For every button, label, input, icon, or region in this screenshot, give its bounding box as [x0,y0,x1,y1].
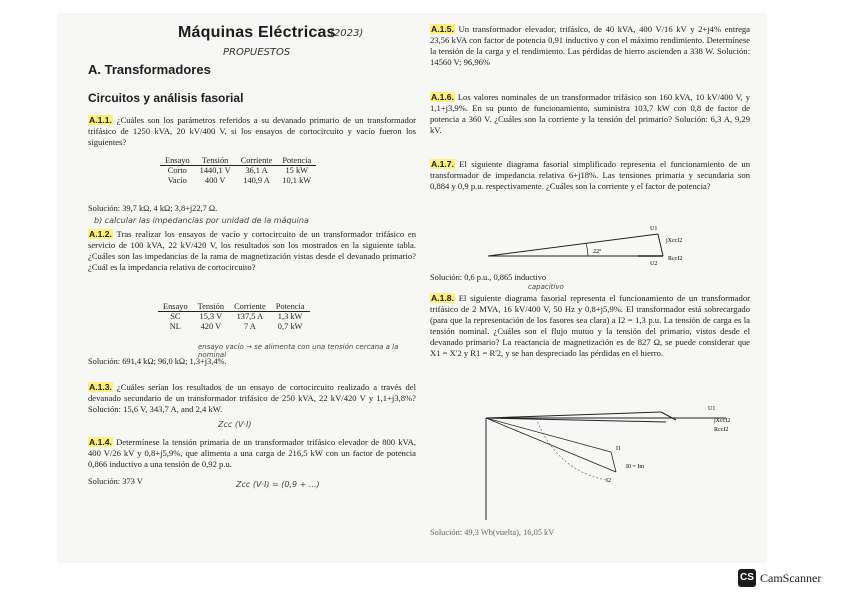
phasor-drop-line [658,234,663,256]
label-i1: I1 [616,446,621,452]
label-jxcc: jXccI2 [666,238,683,244]
problem-text-a16: Los valores nominales de un transformador trifásico son 160 kVA, 10 kV/400 V, y 1,1+j3,9%. En su punto de funcionamiento, suministra 103,7 kW con 0,8 de factor de potencia a 360 V. ¿Cuáles son la corriente y la tensión del primario? Solución: 6,3 A, 9,29 kV. [430,92,750,135]
solution-a17: Solución: 0,6 p.u., 0,865 inductivo [430,273,547,282]
angle-label: 22° [593,249,602,255]
scanned-page [58,14,766,562]
angle-arc [586,243,588,256]
phasor-u2-line [486,418,666,422]
table-cell: NL [169,322,181,331]
problem-label-a17: A.1.7. [431,159,454,169]
table-cell: 15,3 V [199,312,223,321]
problem-label-a11: A.1.1. [89,115,112,125]
table-cell: 140,9 A [243,176,270,185]
problem-label-a13: A.1.3. [89,382,112,392]
table-row [158,322,310,332]
problem-a17 [430,159,750,192]
table-header: Corriente [236,156,278,166]
label-u1: U1 [650,226,658,232]
phasor-u1-line [486,412,661,418]
table-cell: 420 V [200,322,222,331]
table-cell: SC [170,312,181,321]
table-cell: 10,1 kW [282,176,312,185]
camscanner-logo-icon: CS [738,569,756,587]
problem-label-a14: A.1.4. [89,437,112,447]
problem-a16 [430,92,750,136]
problem-a18 [430,293,750,359]
handwritten-note-a11: b) calcular las impedancias por unidad de la máquina [94,216,309,225]
problem-text-a17: El siguiente diagrama fasorial simplificado representa el funcionamiento de un transformador de impedancia relativa 6+j18%. Las tensiones primaria y secundaria son 0,884 y 0,9 p.u. respectivamente. ¿Cuáles son la corriente y el factor de potencia? [430,159,750,191]
problem-a13 [88,382,416,415]
solution-a11: Solución: 39,7 kΩ, 4 kΩ; 3,8+j22,7 Ω. [88,204,218,213]
table-cell: 0,7 kW [277,322,303,331]
table-cell: 400 V [204,176,226,185]
table-cell: Corto [167,166,187,175]
phasor-drop-line [661,412,676,420]
table-header: Potencia [277,156,316,166]
solution-a14: Solución: 373 V [88,477,143,486]
table-cell: 36,1 A [245,166,268,175]
camscanner-label: CamScanner [760,571,822,585]
problem-text-a14: Determínese la tensión primaria de un transformador trifásico elevador de 800 kVA, 400 V/26 kV y 0,8+j5,9%, que alimenta a una carga de 216,5 kW con un factor de potencia 0,866 inductivo a una tensión de 0,92 p.u. [88,437,416,469]
table-header: Ensayo [158,302,193,312]
label-rcc: RccI2 [714,427,729,433]
table-cell: 1,3 kW [277,312,303,321]
problem-text-a12: Tras realizar los ensayos de vacío y cortocircuito de un transformador trifásico en servicio de 100 kVA, 22 kV/420 V, los resultados son los mostrados en la siguiente tabla. ¿Cuáles son las impedancias de la rama de magnetización vistas desde el devanado primario? ¿Cuál es la impedancia relativa de cortocircuito? [88,229,416,272]
phasor-i0-line [611,452,616,472]
problem-a14 [88,437,416,470]
problem-text-a15: Un transformador elevador, trifásico, de 40 kVA, 400 V/16 kV y 2+j4% entrega 23,56 kVA con factor de potencia 0,91 inductivo y con el máximo rendimiento. Determínese la tensión de la carga y el rendimiento. Las pérdidas de hierro ascienden a 338 W. Solución: 14560 V; 96,96% [430,24,750,67]
handwritten-note-a13: Zcc (V·I) [218,420,252,429]
table-header: Tensión [193,302,229,312]
problem-a15 [430,24,750,68]
label-i2: I2 [606,478,611,484]
subsection-heading: Circuitos y análisis fasorial [88,91,244,105]
problem-label-a16: A.1.6. [431,92,454,102]
table-cell: 1440,1 V [199,166,231,175]
solution-a12: Solución: 691,4 kΩ; 96,0 kΩ; 1,3+j3,4%. [88,357,227,366]
table-cell: 137,5 A [236,312,264,321]
label-u2: U2 [650,261,658,267]
problem-label-a15: A.1.5. [431,24,454,34]
label-u1: U1 [708,406,716,412]
label-jxcc: jXccI2 [714,418,731,424]
table-header: Ensayo [160,156,195,166]
table-row [160,176,316,186]
table-header: Tensión [195,156,236,166]
table-cell: 7 A [243,322,256,331]
label-i0: I0 = Im [626,464,645,470]
section-heading: A. Transformadores [88,62,211,77]
table-cell: Vacío [167,176,187,185]
handwritten-subtitle: PROPUESTOS [223,47,291,58]
page-title: Máquinas Eléctricas [178,24,336,41]
table-row [160,166,316,177]
label-rcc: RccI2 [668,256,683,262]
handwritten-note-a14: Zcc (V·I) = (0,9 + ...) [236,480,320,489]
solution-a18: Solución: 49,3 Wb(vuelta), 16,05 kV [430,528,555,537]
test-table-a12 [158,302,310,332]
problem-label-a12: A.1.2. [89,229,112,239]
problem-label-a18: A.1.8. [431,293,454,303]
table-header: Corriente [229,302,271,312]
table-cell: 15 kW [285,166,309,175]
phasor-diagram-a18 [476,390,746,525]
handwritten-year: (2023) [330,28,364,39]
phasor-dashed-arc [536,418,606,480]
problem-text-a18: El siguiente diagrama fasorial representa el funcionamiento de un transformador trifásico de 2 MVA, 16 kV/400 V, 50 Hz y 0,8+j5,9%. El transformador está sobrecargado (para que la representación de los fasores sea clara) a I2 = 1,3 p.u. La tensión de carga es la tensión nominal. ¿Cuáles son el flujo mutuo y la tensión del primario, vistos desde el devanado primario? La reactancia de magnetización es de 827 Ω, se puede considerar que X1 = X'2 y R1 = R'2, y se han despreciado las pérdidas en el hierro. [430,293,750,358]
phasor-i2-line [486,418,616,472]
problem-a11 [88,115,416,148]
handwritten-note-a12: ensayo vacío → se alimenta con una tensión cercana a la nominal [198,343,399,359]
problem-text-a13: ¿Cuáles serían los resultados de un ensayo de cortocircuito realizado a través del devanado secundario de un transformador trifásico de 250 kVA, 22 kV/420 V y 1,1+j3,8%? Solución: 15,6 V, 343,7 A, and 2,4 kW. [88,382,416,414]
problem-text-a11: ¿Cuáles son los parámetros referidos a su devanado primario de un transformador trifásico de 1250 kVA, 20 kV/400 V, si los ensayos de cortocircuito y vacío fueron los siguientes? [88,115,416,147]
table-header: Potencia [271,302,310,312]
phasor-u1-line [488,234,658,256]
table-row [158,312,310,323]
problem-a12 [88,229,416,273]
phasor-i1-line [486,418,611,452]
handwritten-note-a17: capacitivo [528,283,564,291]
test-table-a11 [160,156,316,186]
phasor-diagram-a17 [478,212,738,267]
